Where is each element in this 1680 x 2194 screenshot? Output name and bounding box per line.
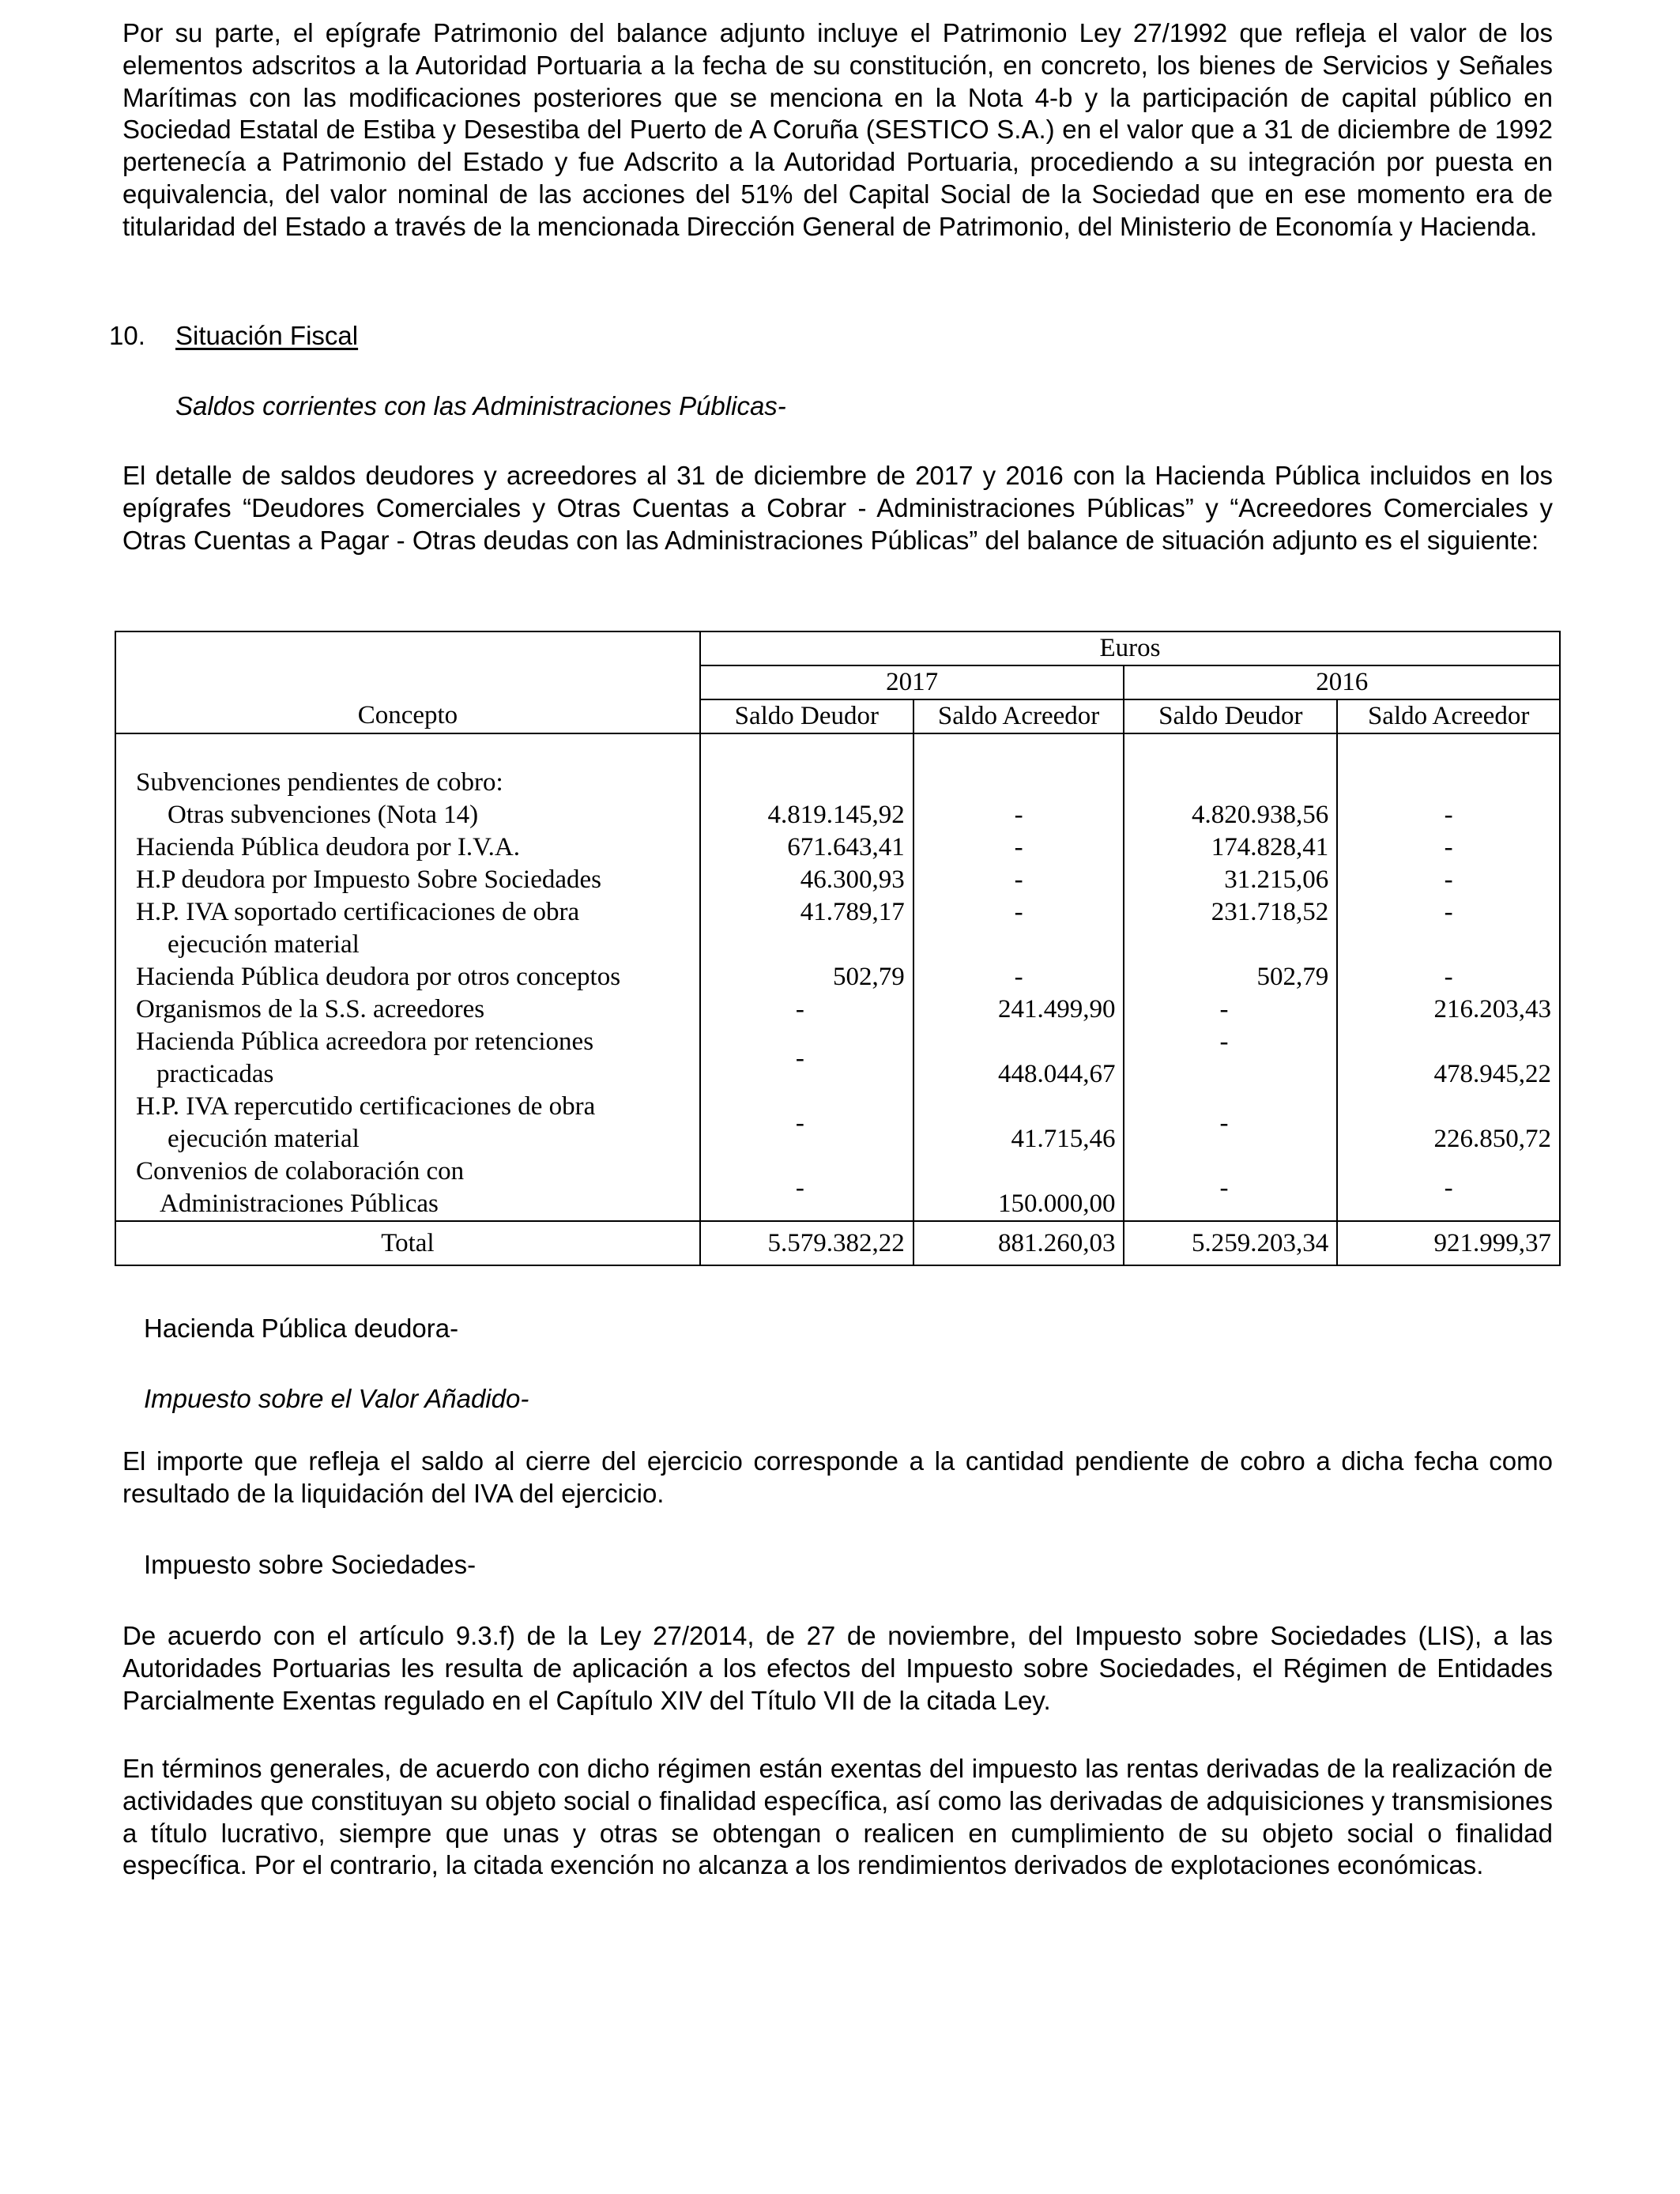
cell-acreedor-2016: - xyxy=(1337,864,1560,896)
header-year-2016: 2016 xyxy=(1124,665,1560,699)
cell-acreedor-2017: 448.044,67 xyxy=(913,1026,1124,1091)
row-concept-line: ejecución material xyxy=(168,1125,360,1153)
total-acreedor-2016: 921.999,37 xyxy=(1337,1221,1560,1265)
header-saldo-deudor-2017: Saldo Deudor xyxy=(700,699,913,733)
cell-acreedor-2016: - xyxy=(1337,961,1560,993)
cell-deudor-2017: 46.300,93 xyxy=(700,864,913,896)
table-row xyxy=(115,831,1560,864)
cell-acreedor-2016: - xyxy=(1337,831,1560,864)
cell-acreedor-2017: - xyxy=(913,799,1124,831)
subheading-hacienda-publica-deudora: Hacienda Pública deudora- xyxy=(144,1314,459,1343)
header-saldo-acreedor-2017: Saldo Acreedor xyxy=(913,699,1124,733)
header-saldo-acreedor-2016: Saldo Acreedor xyxy=(1337,699,1560,733)
cell-deudor-2016: 231.718,52 xyxy=(1124,896,1337,961)
table-row xyxy=(115,896,1560,961)
cell-deudor-2017: 4.819.145,92 xyxy=(700,799,913,831)
row-concept-line: Hacienda Pública acreedora por retenciones xyxy=(136,1027,594,1056)
row-concept xyxy=(115,1155,700,1221)
cell-acreedor-2017: - xyxy=(913,961,1124,993)
total-deudor-2016: 5.259.203,34 xyxy=(1124,1221,1337,1265)
row-concept xyxy=(115,1091,700,1155)
cell-deudor-2016: - xyxy=(1124,1091,1337,1155)
cell-deudor-2017: - xyxy=(700,1155,913,1221)
row-concept-line: practicadas xyxy=(156,1060,274,1088)
row-concept-line: Administraciones Públicas xyxy=(160,1189,439,1218)
cell-deudor-2017: 41.789,17 xyxy=(700,896,913,961)
paragraph-patrimonio: Por su parte, el epígrafe Patrimonio del balance adjunto incluye el Patrimonio Ley 27/1992 que refleja el valor de los elementos adscritos a la Autoridad Portuaria a la fecha de su constitución, en concreto, los bienes de Servicios y Señales Marítimas con las modificaciones posteriores que se menciona en la Nota 4-b y la participación de capital público en Sociedad Estatal de Estiba y Desestiba del Puerto de A Coruña (SESTICO S.A.) en el valor que a 31 de diciembre de 1992 pertenecía a Patrimonio del Estado y fue Adscrito a la Autoridad Portuaria, procediendo a su integración por puesta en equivalencia, del valor nominal de las acciones del 51% del Capital Social de la Sociedad que en ese momento era de titularidad del Estado a través de la mencionada Dirección General de Patrimonio, del Ministerio de Economía y Hacienda. xyxy=(122,18,1553,241)
cell-deudor-2016: 174.828,41 xyxy=(1124,831,1337,864)
cell-acreedor-2016: 226.850,72 xyxy=(1337,1091,1560,1155)
row-concept: Hacienda Pública deudora por I.V.A. xyxy=(115,831,700,864)
row-concept-line: H.P. IVA soportado certificaciones de obra xyxy=(136,898,580,926)
cell-acreedor-2017: 150.000,00 xyxy=(913,1155,1124,1221)
cell-deudor-2017: - xyxy=(700,1026,913,1091)
table-total-row xyxy=(115,1221,1560,1265)
cell-acreedor-2016: - xyxy=(1337,799,1560,831)
subheading-impuesto-sociedades: Impuesto sobre Sociedades- xyxy=(144,1550,477,1579)
header-concept: Concepto xyxy=(115,699,700,733)
cell-deudor-2017: - xyxy=(700,993,913,1026)
paragraph-detalle-saldos: El detalle de saldos deudores y acreedores al 31 de diciembre de 2017 y 2016 con la Hacienda Pública incluidos en los epígrafes “Deudores Comerciales y Otras Cuentas a Cobrar - Administraciones Públicas” y “Acreedores Comerciales y Otras Cuentas a Pagar - Otras deudas con las Administraciones Públicas” del balance de situación adjunto es el siguiente: xyxy=(122,461,1553,555)
cell-deudor-2016: 31.215,06 xyxy=(1124,864,1337,896)
total-acreedor-2017: 881.260,03 xyxy=(913,1221,1124,1265)
header-year-2017: 2017 xyxy=(700,665,1124,699)
cell-acreedor-2016: 216.203,43 xyxy=(1337,993,1560,1026)
cell-deudor-2016: - xyxy=(1124,1026,1337,1091)
table-row xyxy=(115,993,1560,1026)
header-blank xyxy=(115,631,700,665)
header-currency: Euros xyxy=(700,631,1560,665)
total-label: Total xyxy=(115,1221,700,1265)
row-concept-line: Convenios de colaboración con xyxy=(136,1157,465,1186)
total-deudor-2017: 5.579.382,22 xyxy=(700,1221,913,1265)
cell-deudor-2016: - xyxy=(1124,1155,1337,1221)
cell-deudor-2017: 671.643,41 xyxy=(700,831,913,864)
row-concept: Hacienda Pública deudora por otros conceptos xyxy=(115,961,700,993)
section-number: 10. xyxy=(109,321,145,350)
row-concept-line: ejecución material xyxy=(168,930,360,959)
cell-acreedor-2016: - xyxy=(1337,896,1560,961)
row-concept: Otras subvenciones (Nota 14) xyxy=(168,801,479,829)
cell-deudor-2017: - xyxy=(700,1091,913,1155)
table-row xyxy=(115,1091,1560,1155)
cell-acreedor-2017: 241.499,90 xyxy=(913,993,1124,1026)
cell-acreedor-2016: - xyxy=(1337,1155,1560,1221)
row-concept xyxy=(115,896,700,961)
table-row xyxy=(115,799,1560,831)
row-concept xyxy=(115,1026,700,1091)
header-saldo-deudor-2016: Saldo Deudor xyxy=(1124,699,1337,733)
cell-deudor-2016: 502,79 xyxy=(1124,961,1337,993)
row-concept: Organismos de la S.S. acreedores xyxy=(115,993,700,1026)
table-row xyxy=(115,864,1560,896)
subheading-iva: Impuesto sobre el Valor Añadido- xyxy=(144,1384,529,1413)
paragraph-exenciones: En términos generales, de acuerdo con dicho régimen están exentas del impuesto las rentas derivadas de la realización de actividades que constituyan su objeto social o finalidad específica, así como las derivadas de adquisiciones y transmisiones a título lucrativo, siempre que unas y otras se obtengan o realicen en cumplimiento de su objeto social o finalidad específica. Por el contrario, la citada exención no alcanza a los rendimientos derivados de explotaciones económicas. xyxy=(122,1754,1553,1880)
paragraph-lis: De acuerdo con el artículo 9.3.f) de la Ley 27/2014, de 27 de noviembre, del Impuesto sobre Sociedades (LIS), a las Autoridades Portuarias les resulta de aplicación a los efectos del Impuesto sobre Sociedades, el Régimen de Entidades Parcialmente Exentas regulado en el Capítulo XIV del Título VII de la citada Ley. xyxy=(122,1621,1553,1715)
table-row xyxy=(115,961,1560,993)
cell-deudor-2016: 4.820.938,56 xyxy=(1124,799,1337,831)
table-group-label: Subvenciones pendientes de cobro: xyxy=(115,767,700,799)
table-row xyxy=(115,1155,1560,1221)
cell-acreedor-2017: 41.715,46 xyxy=(913,1091,1124,1155)
section-subtitle: Saldos corrientes con las Administraciones Públicas- xyxy=(175,391,786,420)
cell-acreedor-2017: - xyxy=(913,864,1124,896)
row-concept: H.P deudora por Impuesto Sobre Sociedades xyxy=(115,864,700,896)
cell-acreedor-2017: - xyxy=(913,831,1124,864)
row-concept-line: H.P. IVA repercutido certificaciones de obra xyxy=(136,1092,596,1121)
cell-acreedor-2017: - xyxy=(913,896,1124,961)
cell-deudor-2017: 502,79 xyxy=(700,961,913,993)
table-row xyxy=(115,1026,1560,1091)
header-blank xyxy=(115,665,700,699)
paragraph-iva: El importe que refleja el saldo al cierre del ejercicio corresponde a la cantidad pendiente de cobro a dicha fecha como resultado de la liquidación del IVA del ejercicio. xyxy=(122,1446,1553,1508)
cell-deudor-2016: - xyxy=(1124,993,1337,1026)
fiscal-balances-table xyxy=(115,631,1561,1266)
section-title: Situación Fiscal xyxy=(175,321,359,350)
cell-acreedor-2016: 478.945,22 xyxy=(1337,1026,1560,1091)
